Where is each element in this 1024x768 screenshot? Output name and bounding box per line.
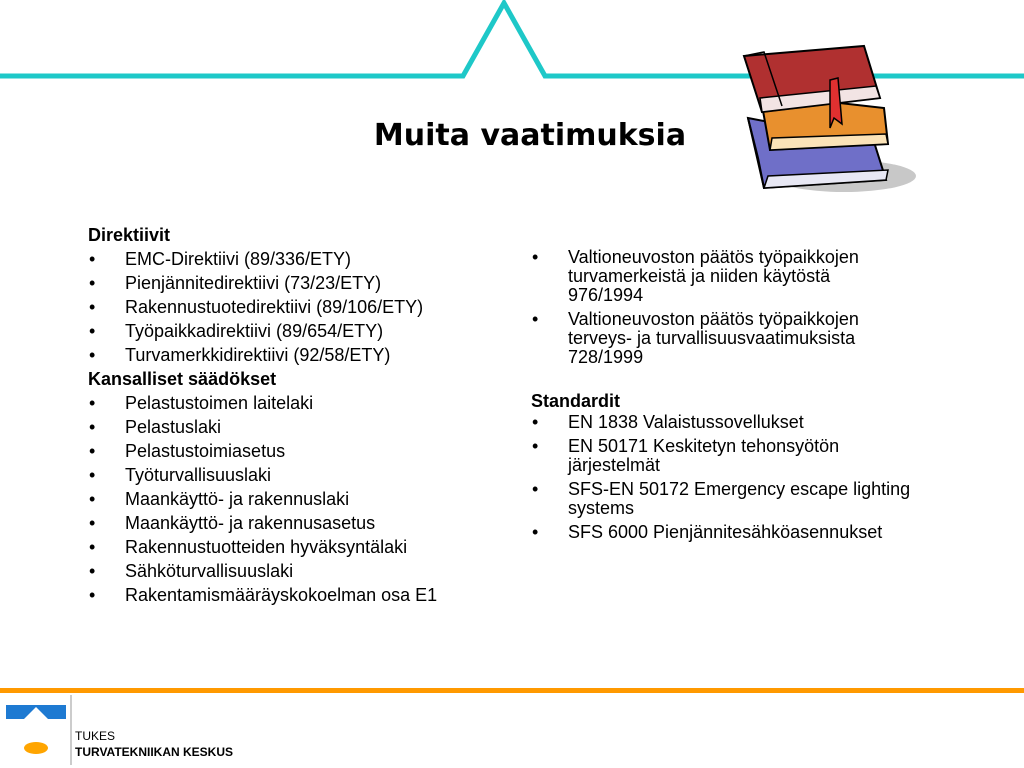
line: terveys- ja turvallisuusvaatimuksista xyxy=(568,328,856,348)
list-item: • Rakennustuotteiden hyväksyntälaki xyxy=(88,535,508,559)
line: EN 50171 Keskitetyn tehonsyötön xyxy=(568,436,840,456)
line: turvamerkeistä ja niiden käytöstä xyxy=(568,266,831,286)
line: Valtioneuvoston päätös työpaikkojen xyxy=(568,309,859,329)
directives-list xyxy=(88,247,508,367)
footer-brand: TUKES xyxy=(75,729,116,743)
list-item: • Rakennustuotedirektiivi (89/106/ETY) xyxy=(88,295,508,319)
list-item: • Sähköturvallisuuslaki xyxy=(88,559,508,583)
list-item: • EMC-Direktiivi (89/336/ETY) xyxy=(88,247,508,271)
list-item xyxy=(531,437,931,475)
page-title: Muita vaatimuksia xyxy=(373,118,687,153)
national-regulations-list xyxy=(88,391,508,607)
left-column xyxy=(88,223,508,607)
list-item: • Pelastuslaki xyxy=(88,415,508,439)
list-item xyxy=(531,413,931,432)
government-decisions-list xyxy=(531,248,931,367)
line: 976/1994 xyxy=(568,285,644,305)
list-item: • Pelastustoimen laitelaki xyxy=(88,391,508,415)
standards-list xyxy=(531,413,931,542)
section-heading-directives: Direktiivit xyxy=(88,225,171,245)
list-item xyxy=(531,310,931,367)
line: järjestelmät xyxy=(568,455,661,475)
list-item: • Maankäyttö- ja rakennusasetus xyxy=(88,511,508,535)
list-item: • Rakentamismääräyskokoelman osa E1 xyxy=(88,583,508,607)
list-item: • Työturvallisuuslaki xyxy=(88,463,508,487)
list-item: • Maankäyttö- ja rakennuslaki xyxy=(88,487,508,511)
list-item: • Pelastustoimiasetus xyxy=(88,439,508,463)
list-item xyxy=(531,248,931,305)
books-icon xyxy=(734,38,918,196)
right-column xyxy=(531,248,931,547)
list-item xyxy=(531,480,931,518)
line: Valtioneuvoston päätös työpaikkojen xyxy=(568,247,859,267)
line: 728/1999 xyxy=(568,347,644,367)
list-item: • Turvamerkkidirektiivi (92/58/ETY) xyxy=(88,343,508,367)
line: EN 1838 Valaistussovellukset xyxy=(568,412,804,432)
line: systems xyxy=(568,498,635,518)
section-heading-standards: Standardit xyxy=(531,391,621,411)
line: SFS 6000 Pienjännitesähköasennukset xyxy=(568,522,883,542)
list-item: • Pienjännitedirektiivi (73/23/ETY) xyxy=(88,271,508,295)
list-item xyxy=(531,523,931,542)
list-item: • Työpaikkadirektiivi (89/654/ETY) xyxy=(88,319,508,343)
footer-orange-line xyxy=(0,688,1024,693)
section-heading-national: Kansalliset säädökset xyxy=(88,369,277,389)
footer-text xyxy=(75,728,233,760)
line: SFS-EN 50172 Emergency escape lighting xyxy=(568,479,911,499)
tukes-logo-icon xyxy=(0,695,72,765)
footer-org: TURVATEKNIIKAN KESKUS xyxy=(75,745,234,759)
